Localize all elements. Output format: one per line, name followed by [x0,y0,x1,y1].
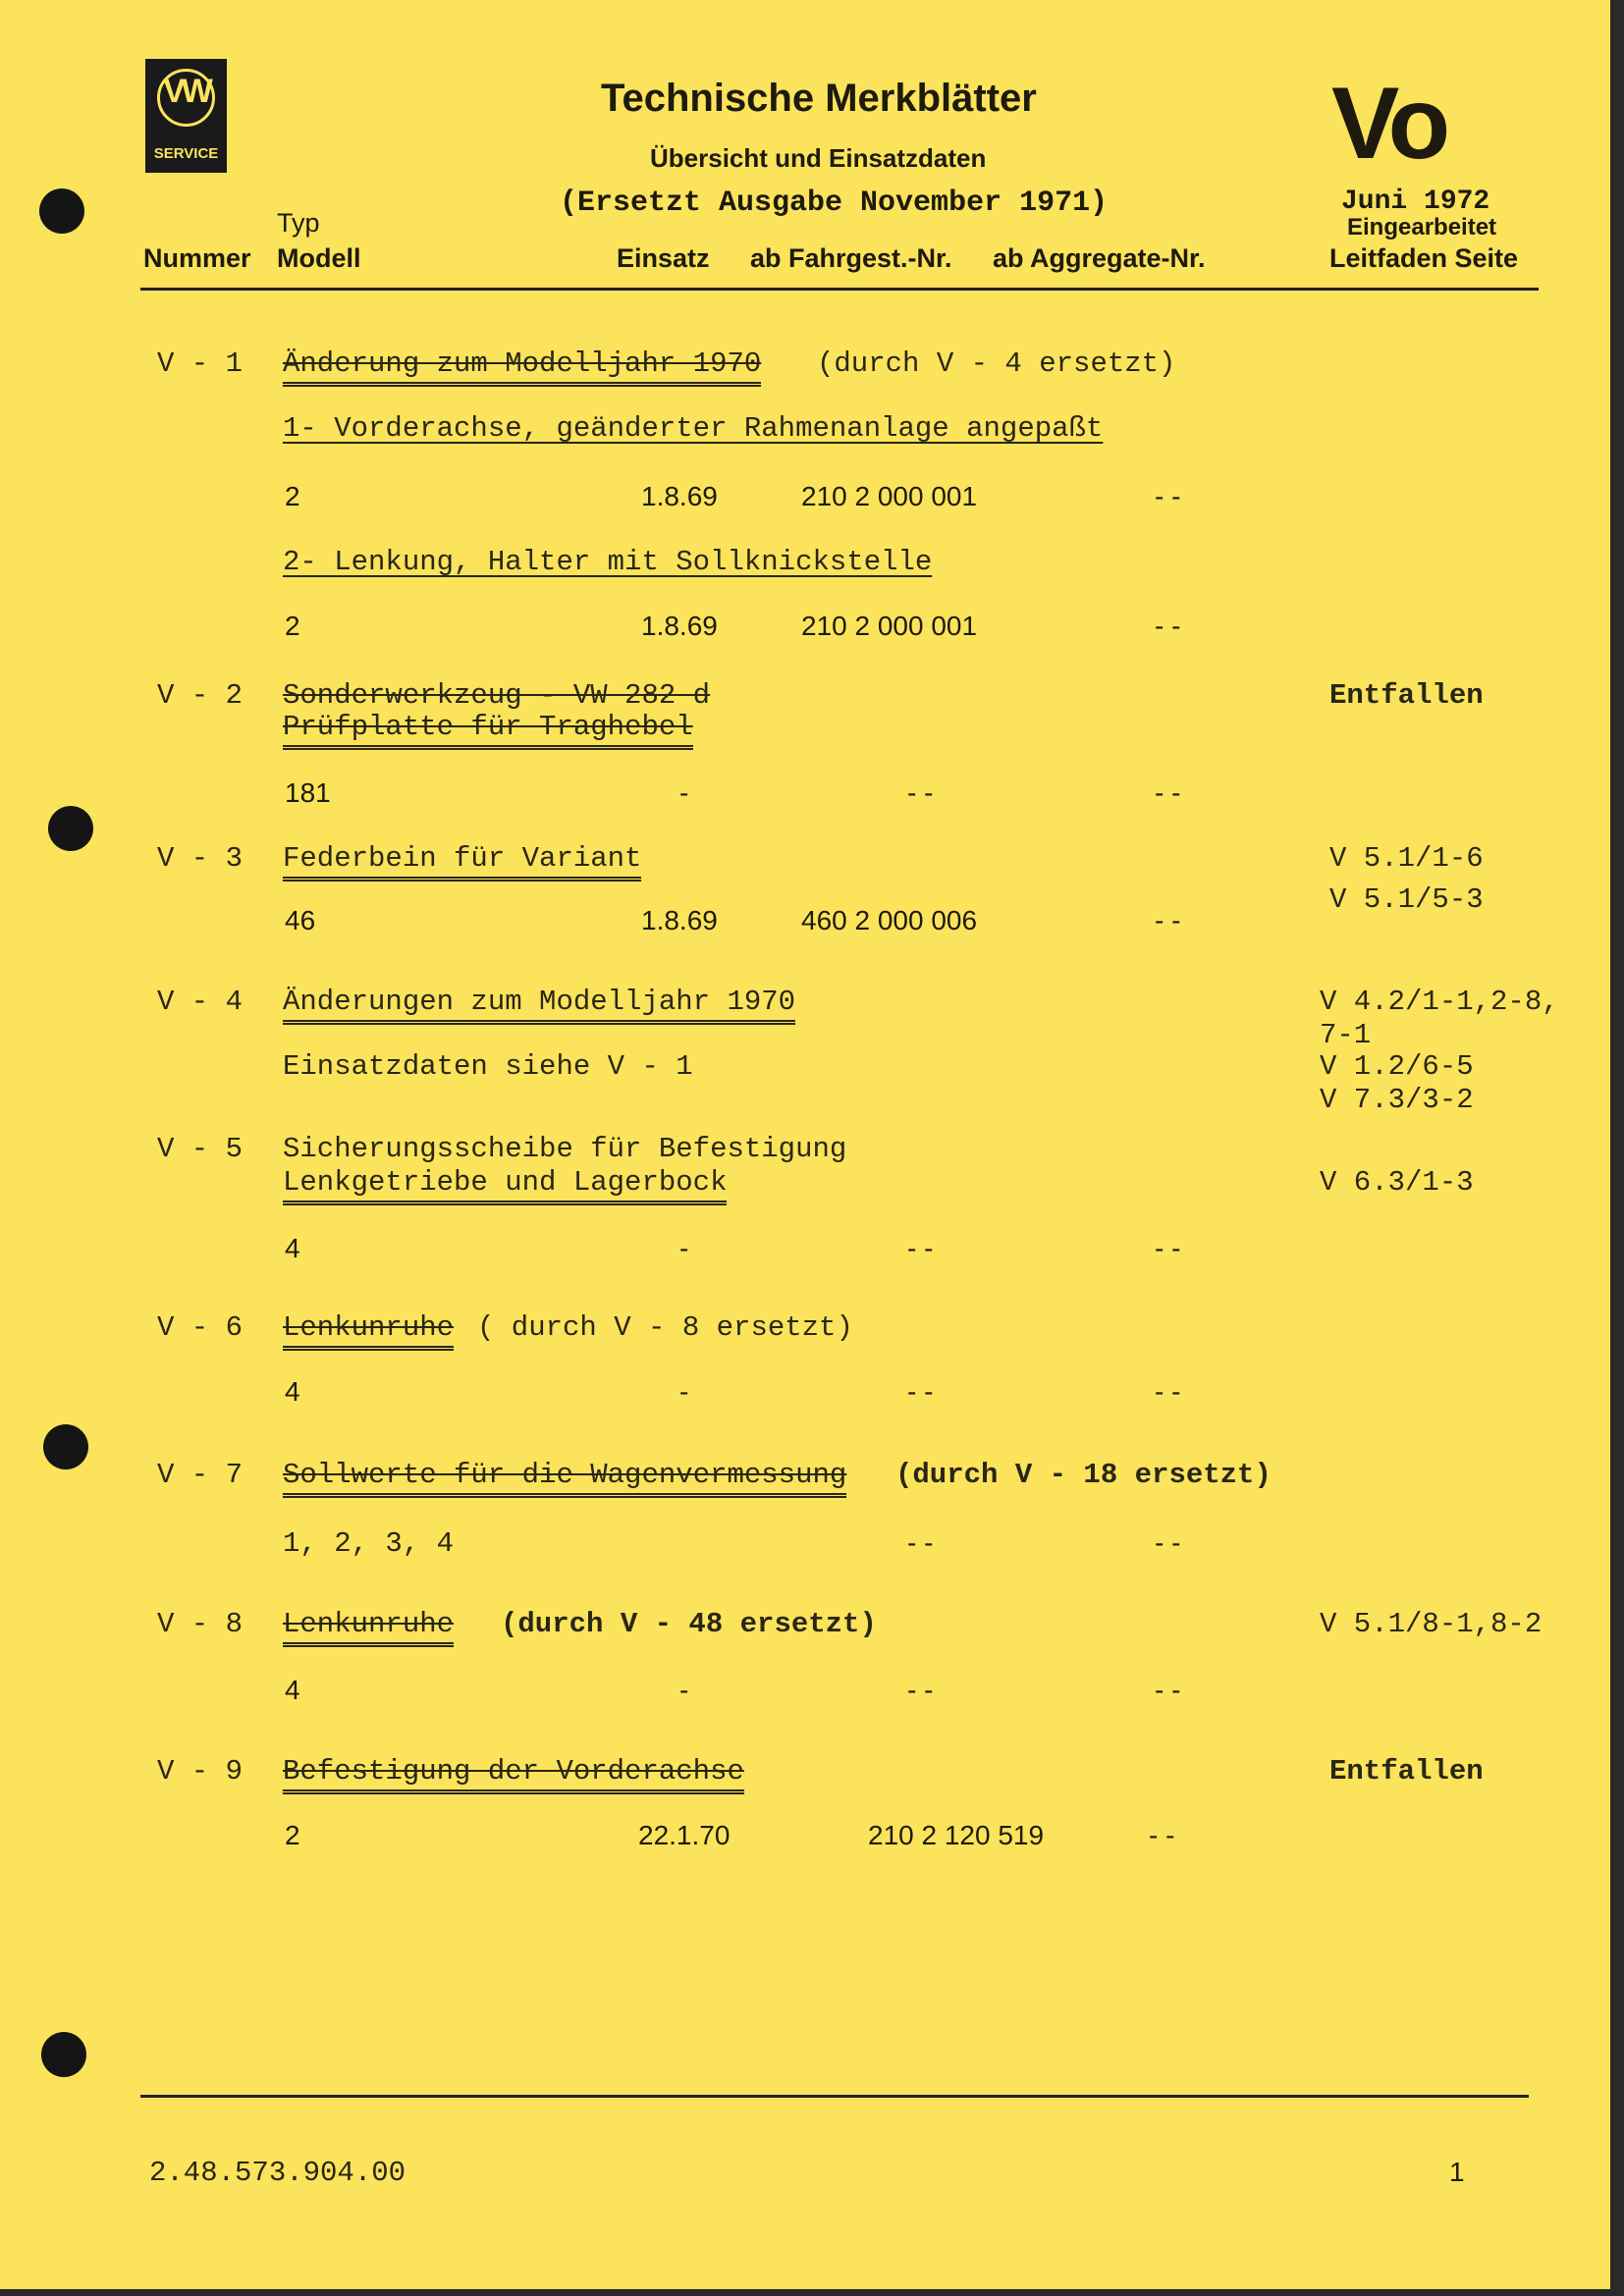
col-einsatz-label: Einsatz [617,243,710,273]
typ-value: 4 [285,1376,300,1407]
col-leitfaden-label: Leitfaden Seite [1329,243,1519,273]
col-modell-label: Modell [277,243,361,273]
typ-value: 2 [285,1820,300,1850]
punch-hole [48,806,93,851]
fahrgest-value: - - [907,1233,934,1263]
leitfaden-value: V 5.1/8-1,8-2 [1320,1608,1543,1640]
fahrgest-value: - - [907,1675,934,1705]
fahrgest-value: 210 2 120 519 [868,1820,1045,1850]
entry-number: V - 5 [157,1133,244,1165]
page-subtitle: Übersicht und Einsatzdaten [650,143,987,173]
entry-subtitle: Einsatzdaten siehe V - 1 [283,1050,693,1083]
entry-number: V - 7 [157,1459,244,1491]
leitfaden-value: V 7.3/3-2 [1320,1084,1474,1116]
einsatz-value: 22.1.70 [638,1820,731,1850]
aggregate-value: - - [1155,777,1181,808]
entry-number: V - 4 [157,986,244,1018]
aggregate-value: - - [1155,905,1181,935]
entry-title: Lenkunruhe [283,1311,454,1351]
leitfaden-value: V 5.1/1-6 [1329,842,1484,875]
entry-title: Sollwerte für die Wagenvermessung [283,1459,846,1498]
entry-note: (durch V - 48 ersetzt) [501,1608,877,1640]
typ-value: 1, 2, 3, 4 [283,1527,455,1560]
issue-date: Juni 1972 [1341,187,1490,217]
fahrgest-value: - - [907,1376,934,1407]
einsatz-value: - [679,1376,689,1407]
typ-value: 2 [285,481,300,511]
entry-number: V - 1 [157,347,244,380]
document-number: 2.48.573.904.00 [149,2157,406,2189]
punch-hole [39,188,84,234]
aggregate-value: - - [1155,481,1181,511]
fahrgest-value: 210 2 000 001 [801,611,978,641]
entry-number: V - 9 [157,1755,244,1788]
entry-number: V - 8 [157,1608,244,1640]
leitfaden-value: Entfallen [1329,679,1484,712]
typ-value: 181 [285,777,331,808]
page-number: 1 [1449,2157,1465,2187]
page-title: Technische Merkblätter [601,77,1037,120]
fahrgest-value: 460 2 000 006 [801,905,978,935]
replaces-note: (Ersetzt Ausgabe November 1971) [560,187,1109,220]
entry-subtitle: 1- Vorderachse, geänderter Rahmenanlage angepaßt [283,412,1104,445]
entry-note: (durch V - 18 ersetzt) [895,1459,1272,1491]
entry-subtitle: 2- Lenkung, Halter mit Sollknickstelle [283,546,933,578]
entry-title: Änderung zum Modelljahr 1970 [283,347,761,387]
header-rule [140,288,1539,291]
entry-title: Änderungen zum Modelljahr 1970 [283,986,795,1025]
aggregate-value: - - [1155,1376,1181,1407]
col-nummer-label: Nummer [143,243,251,273]
entry-title: Befestigung der Vorderachse [283,1755,744,1794]
entry-number: V - 6 [157,1311,244,1344]
einsatz-value: - [679,1675,689,1705]
punch-hole [41,2032,86,2077]
typ-value: 4 [285,1233,300,1263]
aggregate-value: - - [1155,611,1181,641]
col-typ-label: Typ [277,208,320,238]
aggregate-value: - - [1155,1233,1181,1263]
vw-service-logo: VW SERVICE [145,59,227,173]
footer-rule [140,2095,1529,2098]
entry-title: Sicherungsscheibe für Befestigung [283,1133,847,1165]
typ-value: 4 [285,1675,300,1705]
entry-title: Lenkunruhe [283,1608,454,1647]
col-fahrgest-label: ab Fahrgest.-Nr. [750,243,952,273]
einsatz-value: - [679,777,689,808]
entry-note: (durch V - 4 ersetzt) [817,347,1176,380]
entry-title: Lenkgetriebe und Lagerbock [283,1166,727,1205]
einsatz-value: 1.8.69 [641,905,718,935]
fahrgest-value: - - [907,1527,934,1558]
entry-number: V - 2 [157,679,244,712]
typ-value: 46 [285,905,316,935]
entry-title: Sonderwerkzeug - VW 282 d [283,679,711,712]
col-eingearbeitet-label: Eingearbeitet [1347,214,1497,240]
entry-title: Prüfplatte für Traghebel [283,711,693,750]
aggregate-value: - - [1155,1675,1181,1705]
fahrgest-value: 210 2 000 001 [801,481,978,511]
punch-hole [43,1424,88,1469]
leitfaden-value: Entfallen [1329,1755,1484,1788]
aggregate-value: - - [1149,1820,1175,1850]
leitfaden-value: V 4.2/1-1,2-8, [1320,986,1559,1018]
sheet-code: Vo [1331,67,1447,181]
entry-number: V - 3 [157,842,244,875]
aggregate-value: - - [1155,1527,1181,1558]
einsatz-value: 1.8.69 [641,481,718,511]
fahrgest-value: - - [907,777,934,808]
leitfaden-value: V 6.3/1-3 [1320,1166,1474,1199]
col-aggregate-label: ab Aggregate-Nr. [993,243,1206,273]
entry-note: ( durch V - 8 ersetzt) [477,1311,853,1344]
leitfaden-value: V 5.1/5-3 [1329,883,1484,916]
typ-value: 2 [285,611,300,641]
leitfaden-value: 7-1 [1320,1019,1372,1051]
einsatz-value: 1.8.69 [641,611,718,641]
leitfaden-value: V 1.2/6-5 [1320,1050,1474,1083]
einsatz-value: - [679,1233,689,1263]
entry-title: Federbein für Variant [283,842,641,881]
